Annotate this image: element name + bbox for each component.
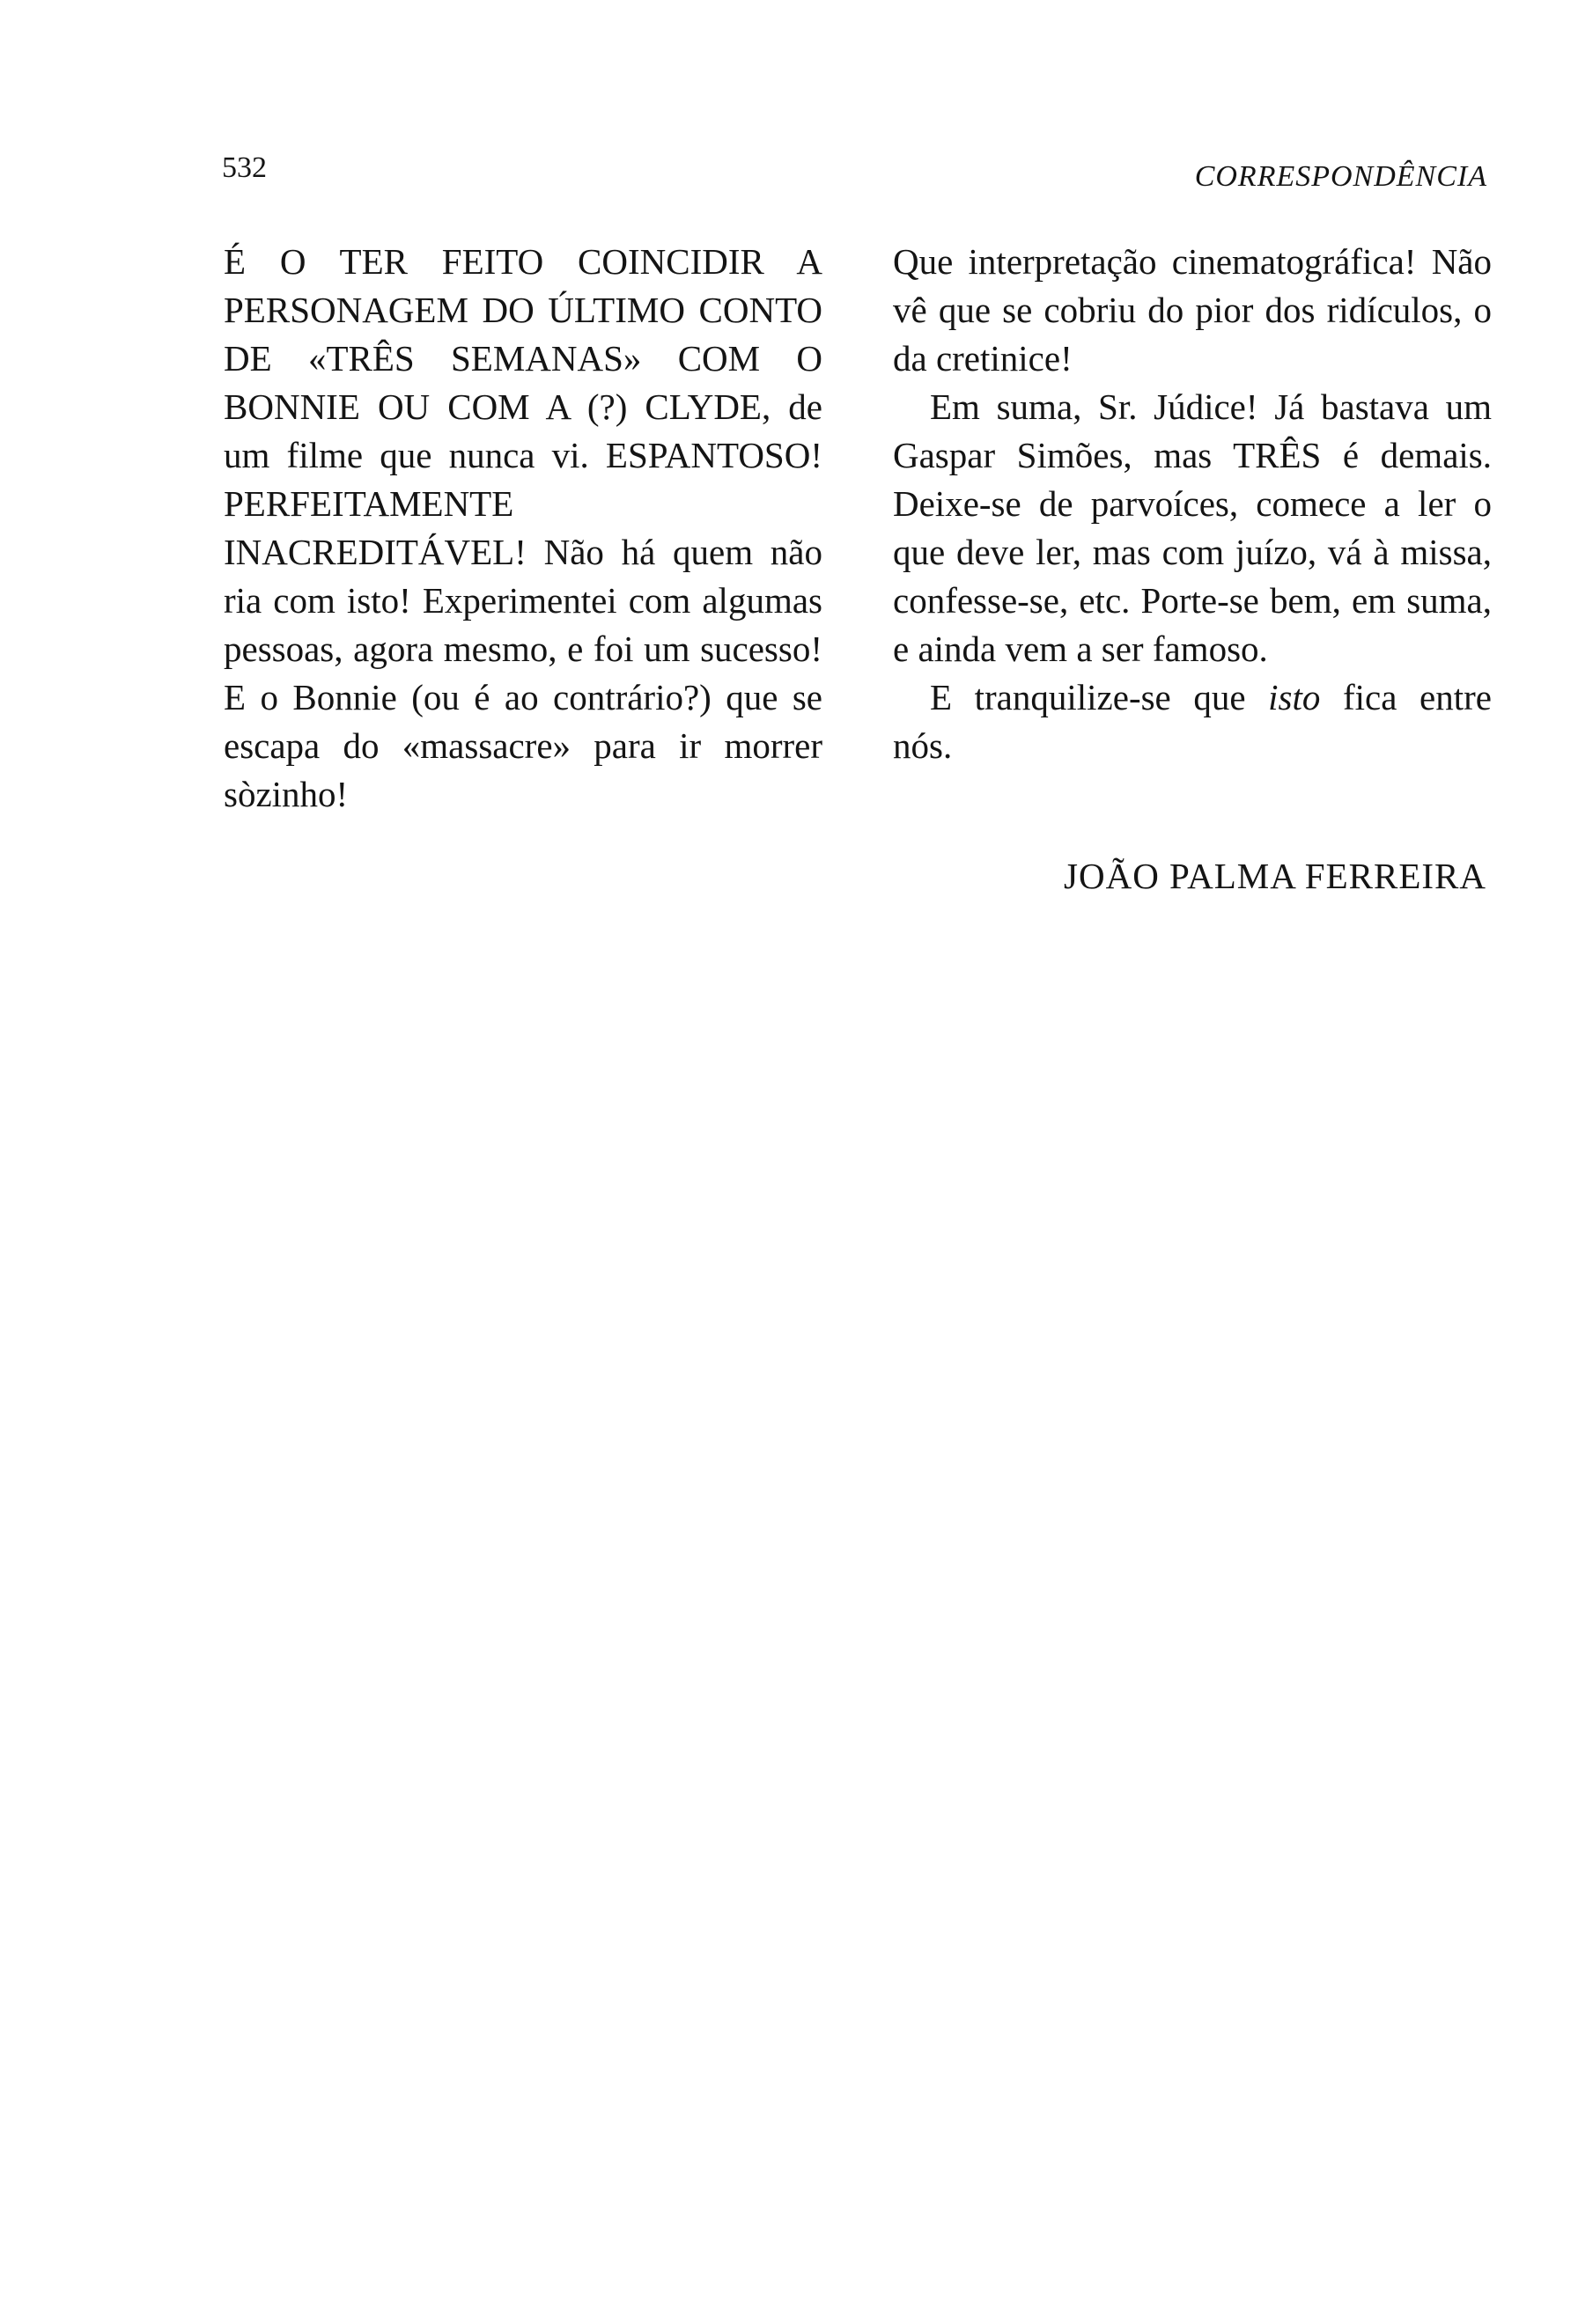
right-paragraph-3-italic: isto	[1268, 677, 1321, 717]
right-paragraph-3-before: E tranquilize-se que	[930, 677, 1269, 717]
right-paragraph-1: Que interpretação cinematográfica! Não vê que se cobriu do pior dos ridículos, o da cretinice!	[893, 241, 1492, 379]
right-paragraph-2: Em suma, Sr. Júdice! Já bastava um Gaspar Simões, mas TRÊS é demais. Deixe-se de parvoíces, comece a ler o que deve ler, mas com juízo, vá à missa, confesse-se, etc. Porte-se bem, em suma, e ainda vem a ser famoso.	[893, 386, 1492, 669]
page-number: 532	[222, 151, 267, 184]
left-paragraph: É O TER FEITO COINCIDIR A PERSONAGEM DO ÚLTIMO CONTO DE «TRÊS SEMANAS» COM O BONNIE OU COM A (?) CLYDE, de um filme que nunca vi. ESPANTOSO! PERFEITAMENTE INACREDITÁVEL! Não há quem não ria com isto! Experimentei com algumas pessoas, agora mesmo, e foi um sucesso! E o Bonnie (ou é ao contrário?) que se escapa do «massacre» para ir morrer sòzinho!	[224, 241, 822, 814]
running-head: CORRESPONDÊNCIA	[1194, 160, 1487, 193]
right-paragraph-3	[893, 673, 1492, 770]
left-column	[224, 238, 822, 819]
signature: JOÃO PALMA FERREIRA	[1064, 856, 1486, 896]
right-paragraph-3-after: fica entre nós.	[893, 677, 1492, 766]
right-column	[893, 238, 1492, 770]
